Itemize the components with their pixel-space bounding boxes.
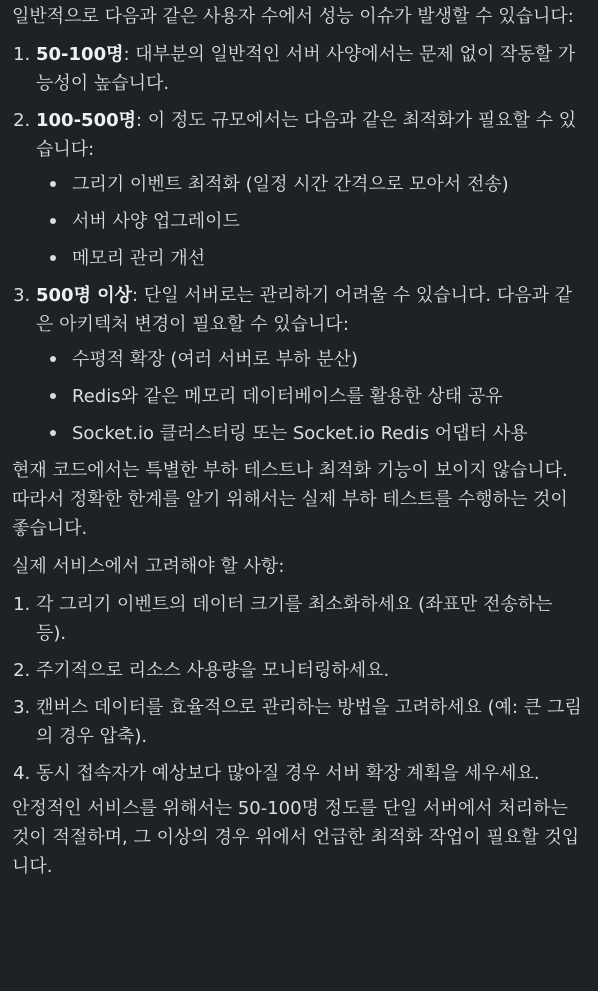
- bullet-item: 서버 사양 업그레이드: [48, 207, 582, 236]
- conclusion-paragraph: 안정적인 서비스를 위해서는 50-100명 정도를 단일 서버에서 처리하는 것이 적절하며, 그 이상의 경우 위에서 언급한 최적화 작업이 필요할 것입니다.: [12, 798, 580, 877]
- bullet-item: Socket.io 클러스터링 또는 Socket.io Redis 어댑터 사용: [48, 419, 582, 448]
- bullet-item: Redis와 같은 메모리 데이터베이스를 활용한 상태 공유: [48, 382, 582, 411]
- intro-paragraph: 일반적으로 다음과 같은 사용자 수에서 성능 이슈가 발생할 수 있습니다:: [12, 6, 574, 27]
- architecture-bullets: [36, 345, 582, 448]
- level-label: 500명 이상: [36, 285, 133, 306]
- optimization-bullets: [36, 170, 582, 273]
- bullet-item: 그리기 이벤트 최적화 (일정 시간 간격으로 모아서 전송): [48, 170, 582, 199]
- list-item: 3. 캔버스 데이터를 효율적으로 관리하는 방법을 고려하세요 (예: 큰 그림의 경우 압축).: [36, 693, 582, 751]
- user-count-list: [12, 40, 582, 448]
- level-label: 100-500명: [36, 110, 137, 131]
- current-code-paragraph: 현재 코드에서는 특별한 부하 테스트나 최적화 기능이 보이지 않습니다. 따라서 정확한 한계를 알기 위해서는 실제 부하 테스트를 수행하는 것이 좋습니다.: [12, 460, 568, 539]
- list-item-100-500: [36, 106, 582, 273]
- considerations-list: [12, 590, 582, 788]
- level-description: : 단일 서버로는 관리하기 어려울 수 있습니다. 다음과 같은 아키텍처 변경이 필요할 수 있습니다:: [36, 285, 573, 335]
- level-description: : 대부분의 일반적인 서버 사양에서는 문제 없이 작동할 가능성이 높습니다.: [36, 44, 576, 94]
- chat-message: [12, 2, 582, 881]
- bullet-item: 메모리 관리 개선: [48, 244, 582, 273]
- list-item-50-100: [36, 40, 582, 98]
- considerations-heading: 실제 서비스에서 고려해야 할 사항:: [12, 556, 285, 577]
- list-item: 1. 각 그리기 이벤트의 데이터 크기를 최소화하세요 (좌표만 전송하는 등).: [36, 590, 582, 648]
- list-item: 4. 동시 접속자가 예상보다 많아질 경우 서버 확장 계획을 세우세요.: [36, 759, 582, 788]
- level-description: : 이 정도 규모에서는 다음과 같은 최적화가 필요할 수 있습니다:: [36, 110, 577, 160]
- bullet-item: 수평적 확장 (여러 서버로 부하 분산): [48, 345, 582, 374]
- level-label: 50-100명: [36, 44, 124, 65]
- list-item: 2. 주기적으로 리소스 사용량을 모니터링하세요.: [36, 656, 582, 685]
- list-item-500-plus: [36, 281, 582, 448]
